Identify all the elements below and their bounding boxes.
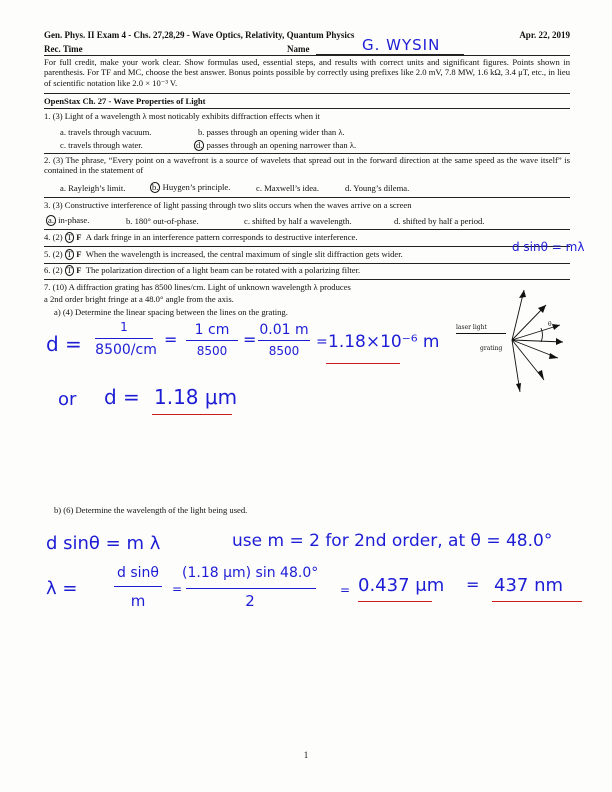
laser-beam-line <box>456 333 506 334</box>
q3-option-a <box>46 215 89 226</box>
q4-false: F <box>76 232 82 242</box>
grating-equation-note: d sinθ = mλ <box>512 240 585 254</box>
a-frac2-num: 1 cm <box>194 322 230 338</box>
q4-row <box>44 232 358 243</box>
diagram-grating-label: grating <box>480 345 503 352</box>
diagram-theta-label: θ <box>548 321 552 328</box>
b-use-m2: use m = 2 for 2nd order, at θ = 48.0° <box>232 531 553 551</box>
b-result-nm-underline <box>492 601 582 602</box>
b-frac2-den: 2 <box>245 592 255 610</box>
q5-answer-circle: T <box>66 249 73 259</box>
q5-row <box>44 249 403 260</box>
divider <box>44 229 570 230</box>
a-result2-lhs: d = <box>104 385 140 409</box>
instructions: For full credit, make your work clear. Show formulas used, essential steps, and results with correct units and significant figures. Points shown in parenthesis. For TF and MC, choose the best answer. Bonus points possible by correctly using prefixes like 2.0 mV, 7.8 MW, 1.6 kΩ, 3.4 μT, etc., in lieu of scientific notation like 2.0 × 10⁻³ V. <box>44 57 570 88</box>
q6-answer-circle: T <box>66 265 73 275</box>
a-eq3: = <box>316 334 328 350</box>
q2-option-b-text: Huygen’s principle. <box>162 182 231 192</box>
b-frac1-bar <box>114 586 162 587</box>
b-frac1-num: d sinθ <box>117 565 159 581</box>
exam-header <box>44 30 570 41</box>
q1-option-c: c. travels through water. <box>60 140 143 150</box>
a-eq1: = <box>164 330 178 349</box>
q7b-prompt: b) (6) Determine the wavelength of the light being used. <box>54 505 248 515</box>
divider <box>44 197 570 198</box>
q5-false: F <box>76 249 82 259</box>
q2-option-c: c. Maxwell’s idea. <box>256 183 320 193</box>
a-frac3-bar <box>258 340 310 341</box>
divider <box>44 55 570 56</box>
a-d-lhs: d = <box>46 332 82 356</box>
q5-number: 5. (2) <box>44 249 63 259</box>
q2-answer-circle: b. <box>152 182 159 192</box>
name-label: Name <box>287 44 310 54</box>
b-result-um: 0.437 μm <box>358 575 445 596</box>
q2-stem: 2. (3) The phrase, “Every point on a wavefront is a source of wavelets that spread out in the forward direction at the same speed as the wave itself” is contained in the statement of <box>44 155 570 176</box>
a-frac2-den: 8500 <box>196 344 228 358</box>
a-frac2-bar <box>186 340 238 341</box>
divider <box>44 263 570 264</box>
q7-stem-line1: 7. (10) A diffraction grating has 8500 lines/cm. Light of unknown wavelength λ produces <box>44 282 351 292</box>
a-or: or <box>58 389 77 410</box>
b-result-nm: 437 nm <box>494 575 564 596</box>
b-frac2-num: (1.18 μm) sin 48.0° <box>182 565 319 581</box>
divider <box>44 246 570 247</box>
q4-answer-circle: T <box>66 232 73 242</box>
a-frac1-bar <box>95 338 153 339</box>
b-eq1: = <box>172 582 183 596</box>
divider <box>44 279 570 280</box>
q3-stem: 3. (3) Constructive interference of light passing through two slits occurs when the waves arrive on a screen <box>44 200 412 210</box>
a-result: 1.18×10⁻⁶ m <box>328 332 440 352</box>
b-frac1-den: m <box>130 592 146 610</box>
q1-option-d <box>194 140 356 151</box>
q3-option-a-text: in-phase. <box>58 215 90 225</box>
q2-option-a: a. Rayleigh’s limit. <box>60 183 126 193</box>
q4-number: 4. (2) <box>44 232 63 242</box>
q7-stem-line2: a 2nd order bright fringe at a 48.0° angle from the axis. <box>44 294 234 304</box>
q2-option-d: d. Young’s dilema. <box>345 183 410 193</box>
section-title: OpenStax Ch. 27 - Wave Properties of Light <box>44 96 206 106</box>
a-frac3-den: 8500 <box>268 344 300 358</box>
q1-answer-circle: d. <box>196 140 203 150</box>
exam-title: Gen. Phys. II Exam 4 - Chs. 27,28,29 - Wave Optics, Relativity, Quantum Physics <box>44 30 355 40</box>
rec-time-label: Rec. Time <box>44 44 83 54</box>
b-lambda-lhs: λ = <box>46 578 78 599</box>
page-number: 1 <box>303 750 309 760</box>
q3-option-c: c. shifted by half a wavelength. <box>244 216 352 226</box>
q3-option-d: d. shifted by half a period. <box>394 216 485 226</box>
b-frac2-bar <box>186 588 316 589</box>
q6-number: 6. (2) <box>44 265 63 275</box>
a-result2: 1.18 μm <box>154 385 238 409</box>
q3-option-b: b. 180° out-of-phase. <box>126 216 199 226</box>
a-result-underline <box>326 363 400 364</box>
q6-text: The polarization direction of a light beam can be rotated with a polarizing filter. <box>85 265 361 275</box>
a-result2-underline <box>152 414 232 415</box>
b-eq3: = <box>466 575 480 594</box>
q5-text: When the wavelength is increased, the central maximum of single slit diffraction gets wider. <box>85 249 403 259</box>
q4-text: A dark fringe in an interference pattern corresponds to destructive interference. <box>85 232 358 242</box>
q6-false: F <box>76 265 82 275</box>
diagram-laser-label: laser light <box>456 324 487 331</box>
divider <box>44 108 570 109</box>
q3-answer-circle: a. <box>48 215 54 225</box>
q7a-prompt: a) (4) Determine the linear spacing between the lines on the grating. <box>54 307 288 317</box>
q1-stem: 1. (3) Light of a wavelength λ most noticably exhibits diffraction effects when it <box>44 111 320 121</box>
q2-option-b <box>150 182 230 193</box>
a-frac3-num: 0.01 m <box>259 322 309 338</box>
q6-row <box>44 265 360 276</box>
a-frac1-den: 8500/cm <box>95 342 157 358</box>
q1-option-d-text: passes through an opening narrower than λ. <box>206 140 357 150</box>
q1-option-b: b. passes through an opening wider than λ. <box>198 127 345 137</box>
rec-time-row <box>44 44 570 55</box>
b-result-um-underline <box>358 601 432 602</box>
b-grating-eq: d sinθ = m λ <box>46 533 161 554</box>
q1-option-a: a. travels through vacuum. <box>60 127 152 137</box>
a-eq2: = <box>243 330 257 349</box>
a-frac1-num: 1 <box>120 320 128 334</box>
exam-date: Apr. 22, 2019 <box>519 30 570 40</box>
b-eq2: = <box>340 583 351 597</box>
divider <box>44 93 570 94</box>
student-name: G. WYSIN <box>362 36 441 54</box>
divider <box>44 153 570 154</box>
